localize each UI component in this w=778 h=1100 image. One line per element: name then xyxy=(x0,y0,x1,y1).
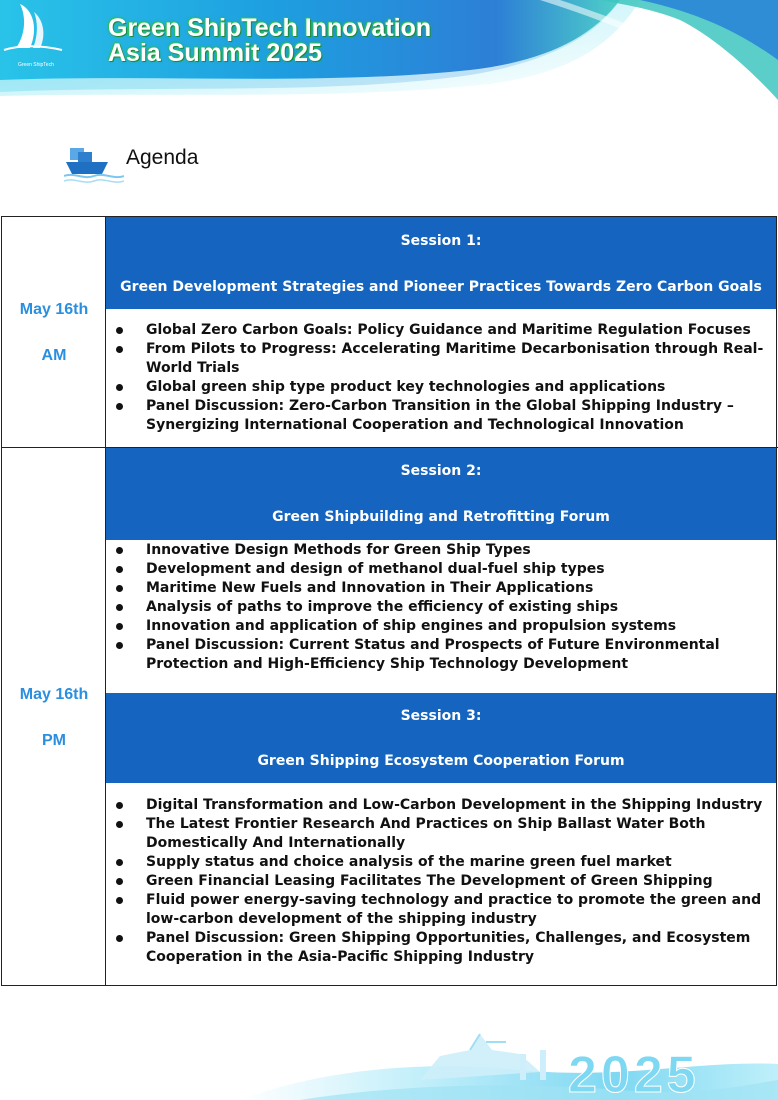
list-item: Development and design of methanol dual-fuel ship types xyxy=(106,560,776,579)
header-banner xyxy=(0,0,778,110)
list-item: Innovative Design Methods for Green Ship Types xyxy=(106,541,776,560)
list-item: Panel Discussion: Current Status and Prospects of Future Environmental Protection and High-Efficiency Ship Technology Development xyxy=(106,636,776,674)
ship-icon xyxy=(64,144,124,184)
bullet xyxy=(116,403,123,410)
logo-text: Green ShipTech xyxy=(18,62,54,68)
list-item: Supply status and choice analysis of the marine green fuel market xyxy=(106,853,776,872)
bullet xyxy=(116,878,123,885)
bullet xyxy=(116,384,123,391)
session-2-number: Session 2: xyxy=(400,463,482,479)
date-label: May 16th xyxy=(19,301,89,318)
list-item: Maritime New Fuels and Innovation in Their Applications xyxy=(106,579,776,598)
session-3-number: Session 3: xyxy=(400,708,482,724)
session-3-name: Green Shipping Ecosystem Cooperation Forum xyxy=(257,753,625,769)
bullet xyxy=(116,897,123,904)
period-label: PM xyxy=(42,732,66,749)
list-item: From Pilots to Progress: Accelerating Maritime Decarbonisation through Real-World Trials xyxy=(106,340,776,378)
session-2-items xyxy=(106,541,776,674)
session-3-items xyxy=(106,796,776,967)
bullet xyxy=(116,623,123,630)
session-1-items xyxy=(106,321,776,435)
summit-title-line2: Asia Summit 2025 xyxy=(108,39,322,67)
bullet xyxy=(116,642,123,649)
bullet xyxy=(116,346,123,353)
list-item: Green Financial Leasing Facilitates The Development of Green Shipping xyxy=(106,872,776,891)
summit-title-line1: Green ShipTech Innovation xyxy=(108,14,432,42)
list-item: Panel Discussion: Zero-Carbon Transition in the Global Shipping Industry – Synergizing International Cooperation and Technological Innovation xyxy=(106,397,776,435)
session-1-name: Green Development Strategies and Pioneer Practices Towards Zero Carbon Goals xyxy=(120,279,762,295)
agenda-table xyxy=(1,216,777,986)
list-item: The Latest Frontier Research And Practices on Ship Ballast Water Both Domestically And Internationally xyxy=(106,815,776,853)
date-cell-pm xyxy=(2,448,106,986)
period-label: AM xyxy=(41,347,67,364)
summit-logo xyxy=(0,0,66,56)
list-item: Global green ship type product key technologies and applications xyxy=(106,378,776,397)
list-item: Panel Discussion: Green Shipping Opportunities, Challenges, and Ecosystem Cooperation in the Asia-Pacific Shipping Industry xyxy=(106,929,776,967)
footer-port-graphic xyxy=(0,1020,778,1100)
agenda-title: Agenda xyxy=(126,146,199,169)
summit-title xyxy=(108,16,431,66)
session-1-number: Session 1: xyxy=(400,233,482,249)
bullet xyxy=(116,802,123,809)
list-item: Fluid power energy-saving technology and practice to promote the green and low-carbon development of the shipping industry xyxy=(106,891,776,929)
list-item: Global Zero Carbon Goals: Policy Guidance and Maritime Regulation Focuses xyxy=(106,321,776,340)
date-label: May 16th xyxy=(19,686,89,703)
bullet xyxy=(116,859,123,866)
session-2-header xyxy=(106,448,776,540)
date-cell-am xyxy=(2,217,106,447)
session-1-header xyxy=(106,217,776,309)
bullet xyxy=(116,566,123,573)
list-item: Analysis of paths to improve the efficiency of existing ships xyxy=(106,598,776,617)
bullet xyxy=(116,821,123,828)
bullet xyxy=(116,585,123,592)
bullet xyxy=(116,327,123,334)
footer-year: 2025 xyxy=(568,1046,700,1100)
bullet xyxy=(116,547,123,554)
session-3-header xyxy=(106,693,776,783)
list-item: Innovation and application of ship engines and propulsion systems xyxy=(106,617,776,636)
session-2-name: Green Shipbuilding and Retrofitting Forum xyxy=(272,509,610,525)
list-item: Digital Transformation and Low-Carbon Development in the Shipping Industry xyxy=(106,796,776,815)
footer-banner xyxy=(0,1020,778,1100)
bullet xyxy=(116,604,123,611)
bullet xyxy=(116,935,123,942)
